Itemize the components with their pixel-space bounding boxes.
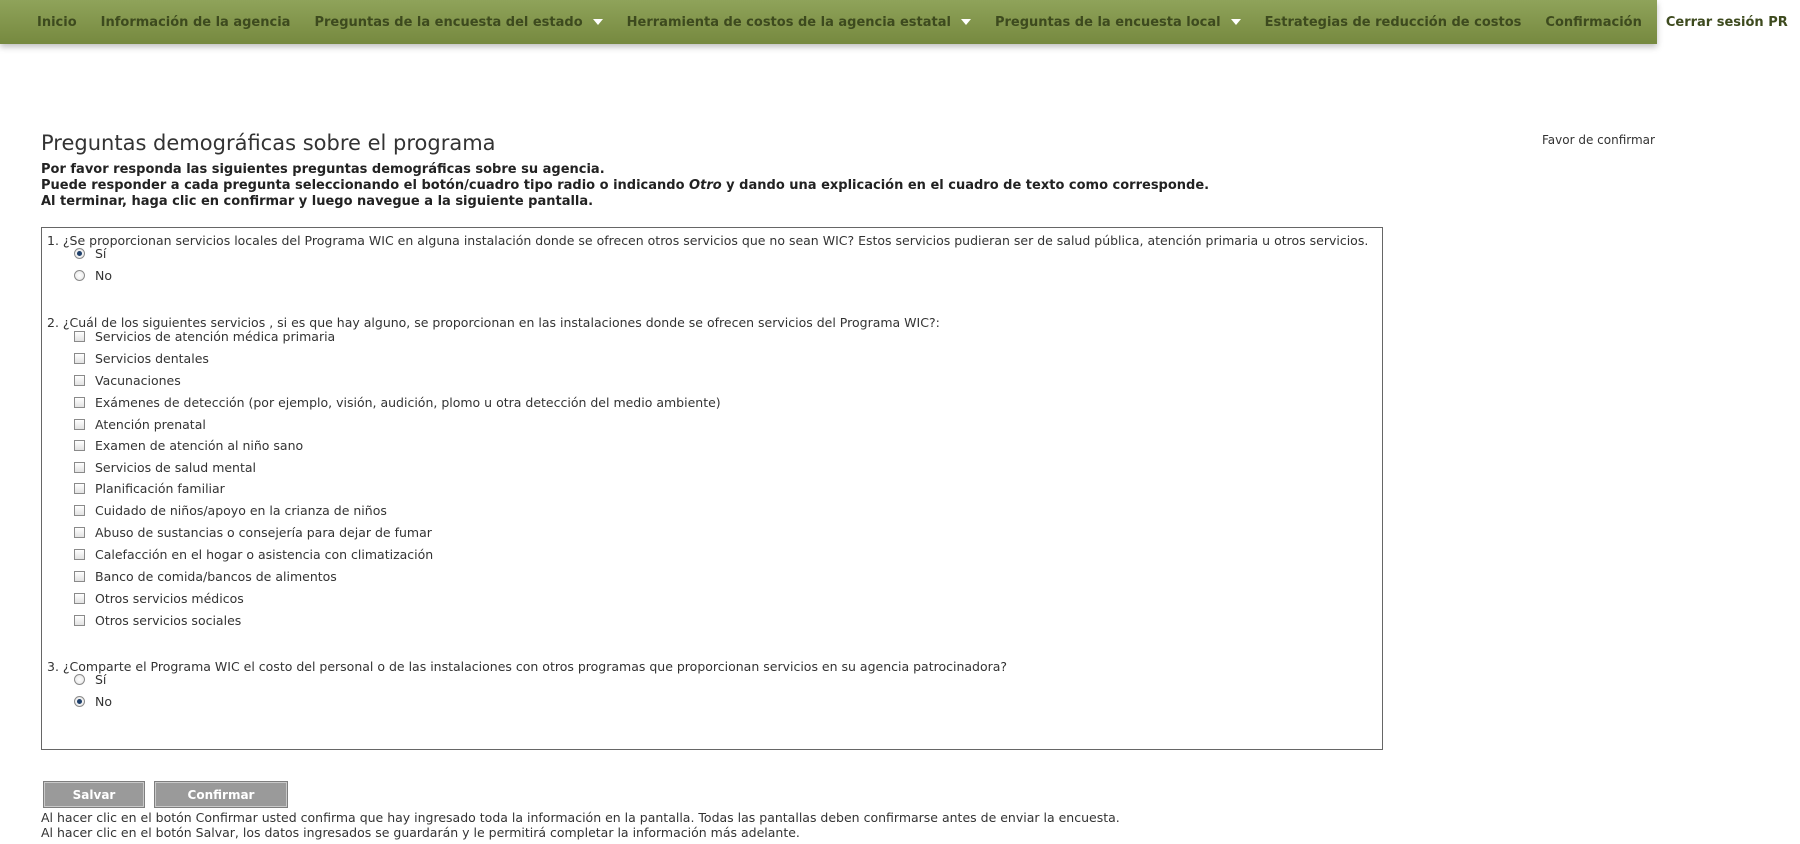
q2-checkbox[interactable]: [74, 527, 85, 538]
q3-radio-si[interactable]: [74, 674, 85, 685]
nav-label: Preguntas de la encuesta del estado: [314, 14, 583, 30]
q2-label: Abuso de sustancias o consejería para dejar de fumar: [95, 525, 432, 540]
intro-emphasis-otro: Otro: [689, 178, 722, 193]
nav-label: Herramienta de costos de la agencia estatal: [626, 14, 951, 30]
caret-down-icon: [1231, 19, 1241, 25]
q2-checkbox[interactable]: [74, 331, 85, 342]
q2-option[interactable]: [74, 613, 241, 628]
nav-item-estrategias[interactable]: [1253, 0, 1534, 44]
nav-item-encuesta-local[interactable]: [983, 0, 1253, 44]
q2-option[interactable]: [74, 395, 721, 410]
q2-checkbox[interactable]: [74, 505, 85, 516]
q1-radio-no[interactable]: [74, 270, 85, 281]
nav-label: Información de la agencia: [100, 14, 291, 30]
q2-label: Cuidado de niños/apoyo en la crianza de niños: [95, 503, 387, 518]
q2-checkbox[interactable]: [74, 462, 85, 473]
q2-option[interactable]: [74, 481, 225, 496]
caret-down-icon: [593, 19, 603, 25]
q2-option[interactable]: [74, 329, 335, 344]
question-2-text: 2. ¿Cuál de los siguientes servicios , si es que hay alguno, se proporcionan en las instalaciones donde se ofrecen servicios del Programa WIC?:: [47, 315, 940, 330]
survey-form: [41, 227, 1383, 750]
q3-option-no[interactable]: [74, 694, 112, 709]
q2-label: Servicios de atención médica primaria: [95, 329, 336, 344]
question-3-text: 3. ¿Comparte el Programa WIC el costo del personal o de las instalaciones con otros programas que proporcionan servicios en su agencia patrocinadora?: [47, 659, 1008, 674]
intro-line-3: Al terminar, haga clic en confirmar y luego navegue a la siguiente pantalla.: [41, 194, 594, 209]
q2-option[interactable]: [74, 438, 303, 453]
q2-label: Atención prenatal: [95, 417, 206, 432]
save-footnote: Al hacer clic en el botón Salvar, los datos ingresados se guardarán y le permitirá completar la información más adelante.: [41, 825, 800, 840]
q2-option[interactable]: [74, 460, 256, 475]
q1-label-no: No: [95, 268, 112, 283]
nav-item-inicio[interactable]: [0, 0, 89, 44]
q2-checkbox[interactable]: [74, 593, 85, 604]
q2-option[interactable]: [74, 591, 244, 606]
q2-label: Calefacción en el hogar o asistencia con climatización: [95, 547, 434, 562]
q2-option[interactable]: [74, 547, 433, 562]
intro-line-2: [41, 178, 1209, 194]
q2-checkbox[interactable]: [74, 397, 85, 408]
q2-option[interactable]: [74, 351, 209, 366]
q1-option-si[interactable]: [74, 246, 106, 261]
confirm-footnote: Al hacer clic en el botón Confirmar usted confirma que hay ingresado toda la información en la pantalla. Todas las pantallas deben confirmarse antes de enviar la encuesta.: [41, 810, 1120, 825]
q2-option[interactable]: [74, 417, 206, 432]
nav-item-herramienta-costos[interactable]: [615, 0, 983, 44]
nav-item-informacion-agencia[interactable]: [89, 0, 303, 44]
caret-down-icon: [961, 19, 971, 25]
q1-radio-si[interactable]: [74, 248, 85, 259]
nav-label: Estrategias de reducción de costos: [1264, 14, 1522, 30]
q2-label: Vacunaciones: [95, 373, 181, 388]
q2-label: Servicios de salud mental: [95, 460, 257, 475]
intro-line-2-end: y dando una explicación en el cuadro de texto como corresponde.: [721, 178, 1210, 193]
q3-option-si[interactable]: [74, 672, 106, 687]
q1-option-no[interactable]: [74, 268, 112, 283]
intro-line-1: Por favor responda las siguientes preguntas demográficas sobre su agencia.: [41, 162, 605, 177]
q3-label-si: Sí: [95, 672, 107, 687]
q3-label-no: No: [95, 694, 112, 709]
q2-label: Banco de comida/bancos de alimentos: [95, 569, 337, 584]
confirm-button[interactable]: Confirmar: [154, 781, 288, 808]
confirm-status-note: Favor de confirmar: [1542, 133, 1655, 147]
save-button[interactable]: Salvar: [43, 781, 145, 808]
nav-label: Cerrar sesión PR: [1665, 14, 1788, 30]
q2-checkbox[interactable]: [74, 615, 85, 626]
page-title: Preguntas demográficas sobre el programa: [41, 131, 496, 155]
q2-label: Exámenes de detección (por ejemplo, visión, audición, plomo u otra detección del medio ambiente): [95, 395, 721, 410]
intro-instructions: [41, 162, 1209, 210]
top-navbar: [0, 0, 1788, 44]
nav-item-cerrar-sesion[interactable]: [1654, 0, 1800, 44]
nav-label: Inicio: [37, 14, 77, 30]
q1-label-si: Sí: [95, 246, 107, 261]
intro-line-2-start: Puede responder a cada pregunta seleccionando el botón/cuadro tipo radio o indicando: [41, 178, 690, 193]
nav-item-confirmacion[interactable]: [1533, 0, 1653, 44]
q2-option[interactable]: [74, 525, 432, 540]
q2-option[interactable]: [74, 569, 337, 584]
q2-label: Planificación familiar: [95, 481, 225, 496]
q2-checkbox[interactable]: [74, 440, 85, 451]
q2-option[interactable]: [74, 373, 181, 388]
q2-checkbox[interactable]: [74, 419, 85, 430]
nav-item-encuesta-estado[interactable]: [302, 0, 614, 44]
q2-label: Servicios dentales: [95, 351, 209, 366]
q2-checkbox[interactable]: [74, 549, 85, 560]
nav-label: Confirmación: [1545, 14, 1642, 30]
q2-option[interactable]: [74, 503, 387, 518]
nav-label: Preguntas de la encuesta local: [994, 14, 1221, 30]
q3-radio-no[interactable]: [74, 696, 85, 707]
q2-label: Examen de atención al niño sano: [95, 438, 304, 453]
q2-label: Otros servicios sociales: [95, 613, 242, 628]
q2-checkbox[interactable]: [74, 375, 85, 386]
q2-checkbox[interactable]: [74, 353, 85, 364]
q2-label: Otros servicios médicos: [95, 591, 244, 606]
q2-checkbox[interactable]: [74, 571, 85, 582]
q2-checkbox[interactable]: [74, 483, 85, 494]
question-1-text: 1. ¿Se proporcionan servicios locales del Programa WIC en alguna instalación donde se ofrecen otros servicios que no sean WIC? Estos servicios pudieran ser de salud pública, atención primaria u otros servicios.: [47, 233, 1369, 248]
